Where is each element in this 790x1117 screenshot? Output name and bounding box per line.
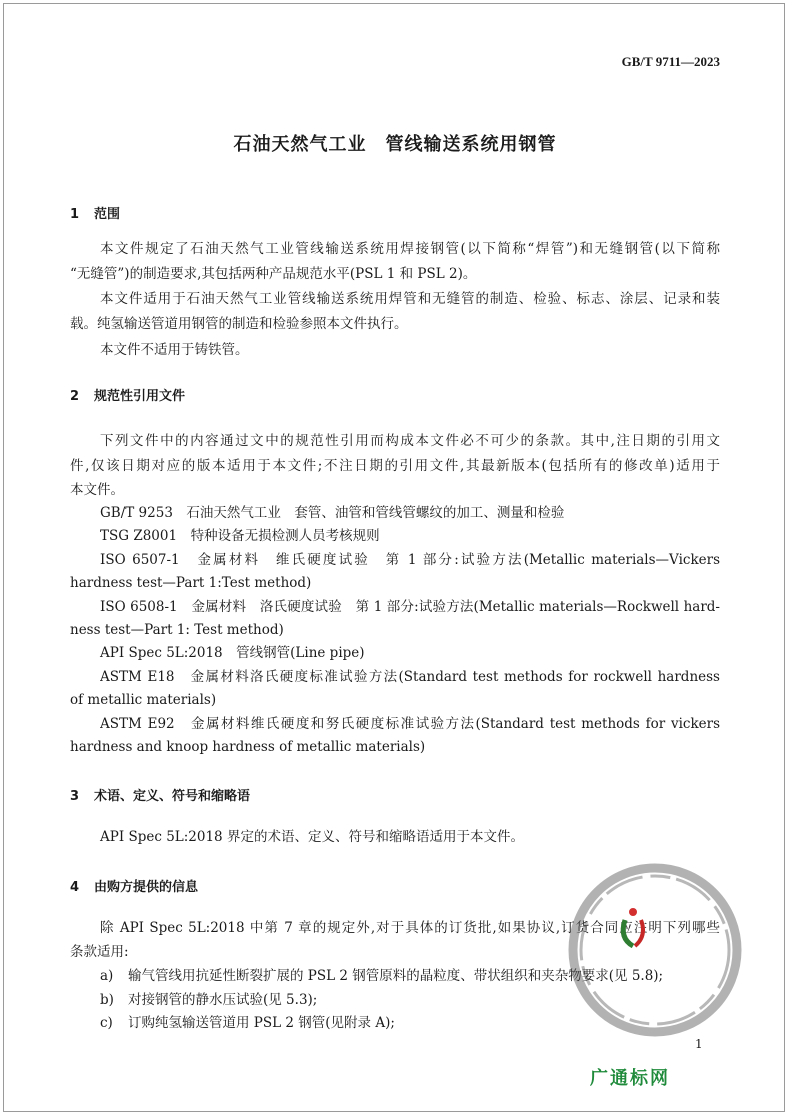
reference-item: GB/T 9253 石油天然气工业 套管、油管和管线管螺纹的加工、测量和检验 xyxy=(100,505,565,521)
watermark-stamp-icon xyxy=(555,850,755,1050)
reference-item: ISO 6507-1 金属材料 维氏硬度试验 第 1 部分:试验方法(Metallic materials—Vickers xyxy=(100,552,720,568)
reference-item: TSG Z8001 特种设备无损检测人员考核规则 xyxy=(100,528,380,544)
paragraph-line: “无缝管”)的制造要求,其包括两种产品规范水平(PSL 1 和 PSL 2)。 xyxy=(70,266,477,282)
list-label: a) xyxy=(100,968,114,984)
page-number: 1 xyxy=(695,1037,703,1051)
section-title: 规范性引用文件 xyxy=(94,389,186,404)
paragraph-line: 本文件规定了石油天然气工业管线输送系统用焊接钢管(以下简称“焊管”)和无缝钢管(以下简称 xyxy=(100,241,720,257)
section-title: 由购方提供的信息 xyxy=(94,880,199,895)
section-title: 范围 xyxy=(94,207,121,222)
list-label: c) xyxy=(100,1015,113,1031)
page-title: 石油天然气工业 管线输送系统用钢管 xyxy=(233,134,557,155)
section-number: 4 xyxy=(70,880,80,895)
watermark-text: 广通标网 xyxy=(590,1068,670,1089)
list-text: 对接钢管的静水压试验(见 5.3); xyxy=(128,992,318,1008)
section-4-heading xyxy=(70,876,198,895)
document-number: GB/T 9711—2023 xyxy=(621,54,720,69)
list-text: 输气管线用抗延性断裂扩展的 PSL 2 钢管原料的晶粒度、带状组织和夹杂物要求(见 5.8); xyxy=(128,968,664,984)
list-text: 订购纯氢输送管道用 PSL 2 钢管(见附录 A); xyxy=(128,1015,395,1031)
section-1-heading xyxy=(70,203,120,222)
reference-item-cont: ness test—Part 1: Test method) xyxy=(70,622,284,638)
section-number: 2 xyxy=(70,389,80,404)
reference-item: ASTM E92 金属材料维氏硬度和努氏硬度标准试验方法(Standard test methods for vickers xyxy=(100,716,720,732)
paragraph-line: 载。纯氢输送管道用钢管的制造和检验参照本文件执行。 xyxy=(70,316,408,332)
section-title: 术语、定义、符号和缩略语 xyxy=(94,789,251,804)
paragraph-line: API Spec 5L:2018 界定的术语、定义、符号和缩略语适用于本文件。 xyxy=(100,829,524,845)
reference-item: API Spec 5L:2018 管线钢管(Line pipe) xyxy=(100,645,365,661)
reference-item-cont: hardness and knoop hardness of metallic materials) xyxy=(70,739,426,755)
paragraph-line: 下列文件中的内容通过文中的规范性引用而构成本文件必不可少的条款。其中,注日期的引用文 xyxy=(100,433,720,449)
section-3-heading xyxy=(70,785,250,804)
section-number: 1 xyxy=(70,207,80,222)
list-label: b) xyxy=(100,992,114,1008)
paragraph-line: 本文件不适用于铸铁管。 xyxy=(100,342,249,358)
paragraph-line: 本文件。 xyxy=(70,482,124,498)
section-2-heading xyxy=(70,385,185,404)
paragraph-line: 件,仅该日期对应的版本适用于本文件;不注日期的引用文件,其最新版本(包括所有的修改单)适用于 xyxy=(70,458,720,474)
reference-item: ISO 6508-1 金属材料 洛氏硬度试验 第 1 部分:试验方法(Metallic materials—Rockwell hard- xyxy=(100,599,720,615)
paragraph-line: 本文件适用于石油天然气工业管线输送系统用焊管和无缝管的制造、检验、标志、涂层、记录和装 xyxy=(100,291,720,307)
paragraph-line: 除 API Spec 5L:2018 中第 7 章的规定外,对于具体的订货批,如果协议,订货合同应注明下列哪些 xyxy=(100,920,720,936)
section-number: 3 xyxy=(70,789,80,804)
reference-item-cont: of metallic materials) xyxy=(70,692,217,708)
paragraph-line: 条款适用: xyxy=(70,944,129,960)
reference-item-cont: hardness test—Part 1:Test method) xyxy=(70,575,312,591)
reference-item: ASTM E18 金属材料洛氏硬度标准试验方法(Standard test methods for rockwell hardness xyxy=(100,669,720,685)
